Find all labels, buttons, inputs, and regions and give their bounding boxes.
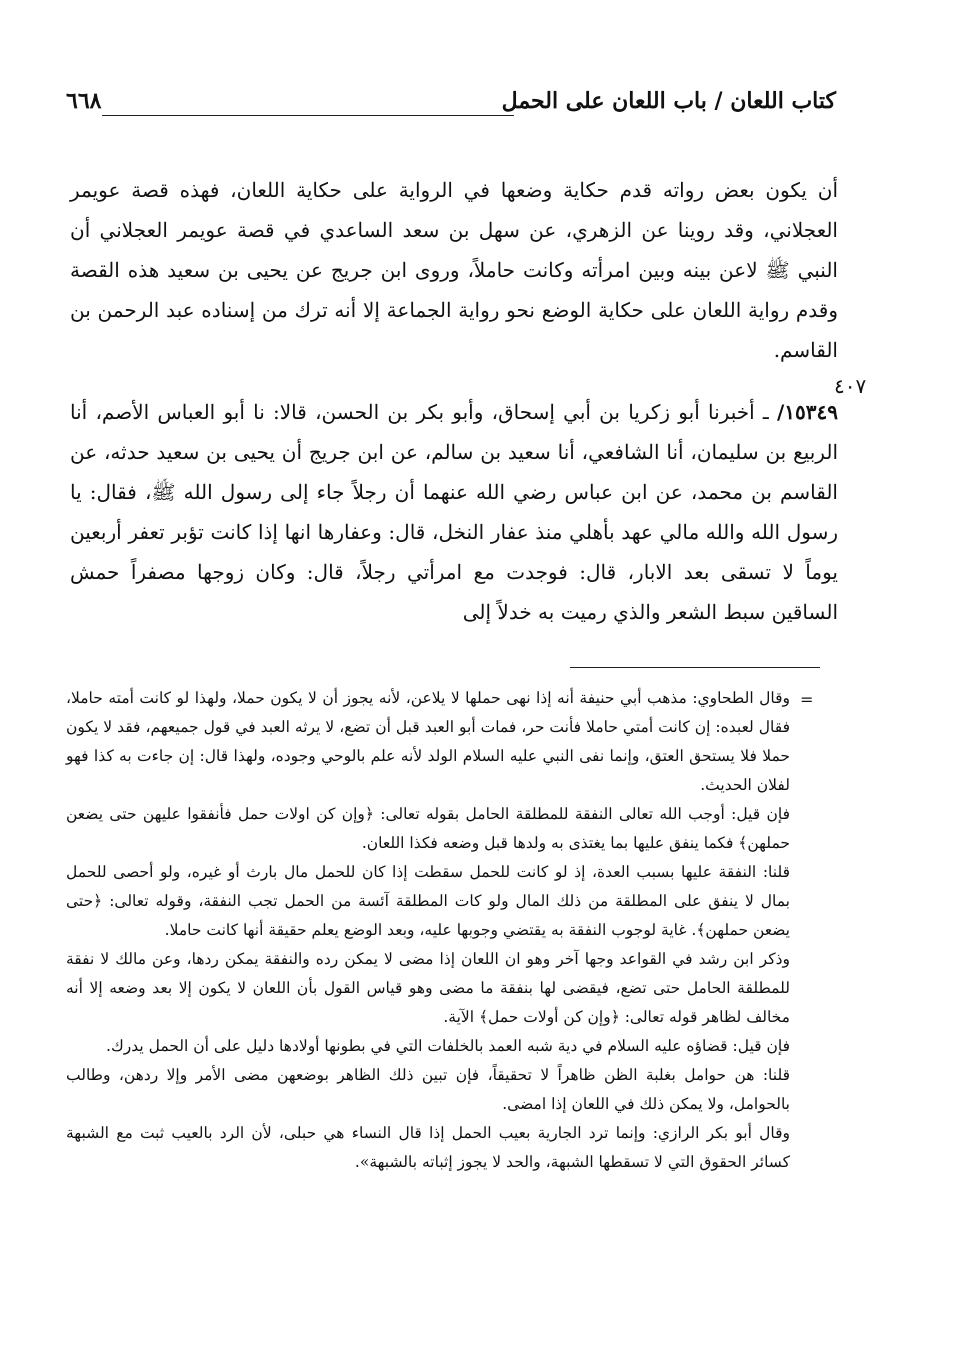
hadith-number: ١٥٣٤٩/	[776, 400, 838, 424]
header-rule	[102, 115, 514, 116]
hadith-paragraph	[70, 392, 838, 632]
page-header	[66, 88, 836, 128]
hadith-text: ـ أخبرنا أبو زكريا بن أبي إسحاق، وأبو بكر بن الحسن، قالا: نا أبو العباس الأصم، أنا الربيع بن سليمان، أنا الشافعي، أنا سعيد بن سالم، عن ابن جريج أن يحيى بن سعيد حدثه، عن القاسم بن محمد، عن ابن عباس رضي الله عنهما أن رجلاً جاء إلى رسول الله ﷺ، فقال: يا رسول الله والله مالي عهد بأهلي منذ عفار النخل، قال: وعفارها انها إذا كانت تؤبر تعفر أربعين يوماً لا تسقى بعد الابار، قال: فوجدت مع امرأتي رجلاً، قال: وكان زوجها مصفراً حمش الساقين سبط الشعر والذي رميت به خدلاً إلى	[70, 400, 838, 624]
footnote-paragraph: وقال أبو بكر الرازي: وإنما ترد الجارية بعيب الحمل إذا قال النساء هي حبلى، لأن الرد بالعيب ثبت مع الشبهة كسائر الحقوق التي لا تسقطها الشبهة، والحد لا يجوز إثباته بالشبهة».	[66, 1124, 790, 1171]
footnotes	[66, 684, 790, 1177]
page-number: ٦٦٨	[66, 88, 102, 114]
running-title: كتاب اللعان / باب اللعان على الحمل	[501, 88, 836, 114]
footnote-paragraph: فإن قيل: قضاؤه عليه السلام في دية شبه العمد بالخلفات التي في بطونها أولادها دليل على أن الحمل يدرك.	[106, 1037, 790, 1055]
footnote-paragraph: وقال الطحاوي: مذهب أبي حنيفة أنه إذا نهى حملها لا يلاعن، لأنه يجوز أن لا يكون حملا، ولهذا لو كانت أمته حاملا، فقال لعبده: إن كانت أمتي حاملا فأنت حر، فمات أبو العبد قبل أن تضع، لا يرثه العبد في قول جميعهم، فقد لا يكون حملا فلا يستحق العتق، وإنما نفى النبي عليه السلام الولد لأنه علم بالوحي وجوده، ولهذا قال: إن جاءت به كذا فهو لفلان الحديث.	[66, 689, 790, 794]
footnote-separator	[570, 667, 820, 668]
hadith-margin-number: ٤٠٧	[834, 374, 867, 398]
footnote-continuation-mark: =	[800, 690, 814, 709]
intro-paragraph: أن يكون بعض رواته قدم حكاية وضعها في الرواية على حكاية اللعان، فهذه قصة عويمر العجلاني، وقد روينا عن الزهري، عن سهل بن سعد الساعدي في قصة عويمر العجلاني أن النبي ﷺ لاعن بينه وبين امرأته وكانت حاملاً، وروى ابن جريج عن يحيى بن سعيد هذه القصة وقدم رواية اللعان على حكاية الوضع نحو رواية الجماعة إلا أنه ترك من إسناده عبد الرحمن بن القاسم.	[70, 178, 838, 362]
footnote-paragraph: فإن قيل: أوجب الله تعالى النفقة للمطلقة الحامل بقوله تعالى: ﴿وإن كن اولات حمل فأنفقوا عليهن حتى يضعن حملهن﴾ فكما ينفق عليها بما يغتذى به ولدها قبل وضعه فكذا اللعان.	[66, 805, 790, 852]
footnote-paragraph: قلنا: النفقة عليها بسبب العدة، إذ لو كانت للحمل سقطت إذا كان للحمل مال بارث أو غيره، ولو أحصى للحمل بمال لا ينفق على المطلقة من ذلك المال ولو كات المطلقة آئسة من الحمل تجب النفقة، وقوله تعالى: ﴿حتى يضعن حملهن﴾. غاية لوجوب النفقة به يقتضي وجوبها عليه، وبعد الوضع يعلم حقيقة أنها كانت حاملا.	[66, 863, 790, 939]
footnote-paragraph: وذكر ابن رشد في القواعد وجها آخر وهو ان اللعان إذا مضى لا يمكن رده والنفقة يمكن ردها، وعن مالك لا نفقة للمطلقة الحامل حتى تضع، فيقضى لها بنفقة ما مضى وهو قياس القول بأن اللعان لا يكون إلا بعد وضعه إلا أنه مخالف لظاهر قوله تعالى: ﴿وإن كن أولات حمل﴾ الآية.	[66, 950, 790, 1026]
footnote-paragraph: قلنا: هن حوامل بغلبة الظن ظاهراً لا تحقيقاً، فإن تبين ذلك الظاهر بوضعهن مضى الأمر وإلا ردهن، وطالب بالحوامل، ولا يمكن ذلك في اللعان إذا امضى.	[66, 1066, 790, 1113]
